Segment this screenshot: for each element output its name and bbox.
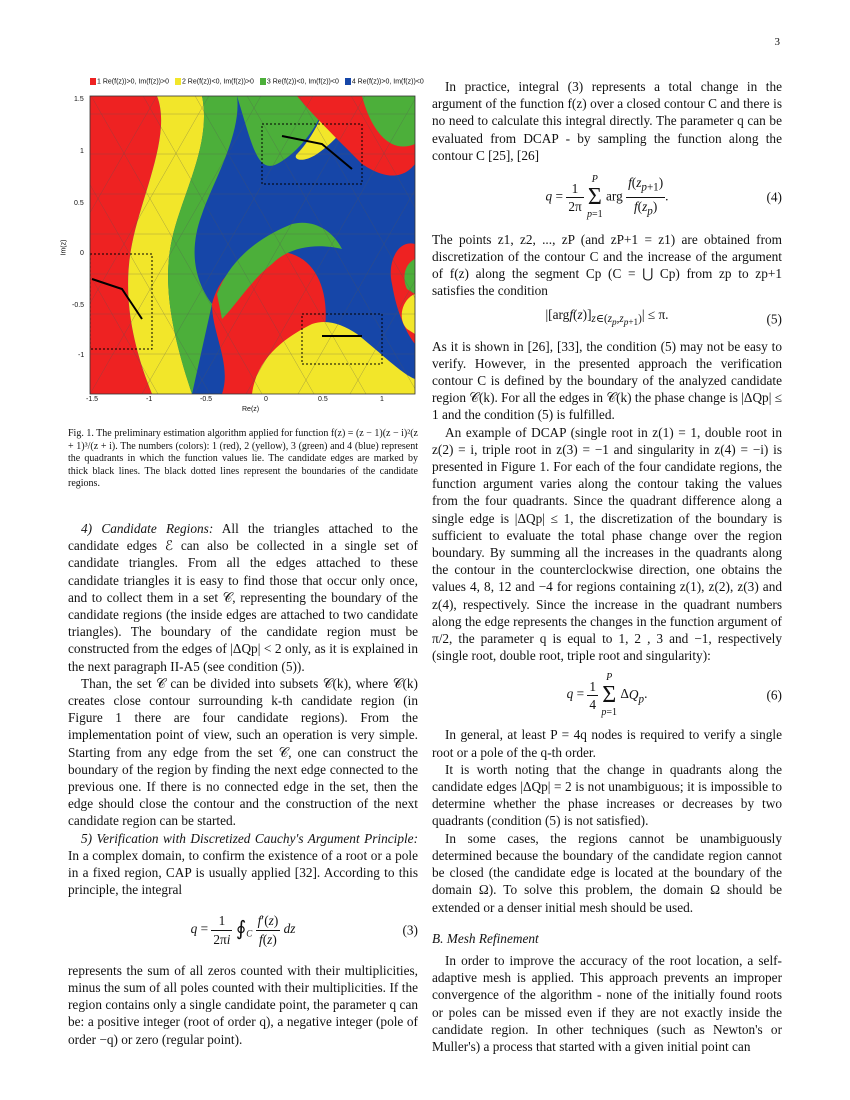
paragraph-subsets: Than, the set 𝒞 can be divided into subsets 𝒞(k), where 𝒞(k) creates close contour surrounding k-th candidate region (in Figure 1 there are four candidate regions). From the implementation point of view, such an operation is very simple. Starting from any edge from the set 𝒞, one can construct the boundary of the region by finding the next edge connected to the previous one. If there is no connected edge in the set, then the edge should close the contour and the construction of the next candidate region can be started. [68,675,418,829]
legend-label: Re(f(z))<0, Im(f(z))<0 [272,78,339,86]
section-heading-mesh-refinement: B. Mesh Refinement [432,930,539,946]
figure-1 [60,74,424,424]
paragraph-text: In a complex domain, to confirm the existence of a root or a pole in a fixed region, CAP is usually applied [32]. According to this principle, the integral [68,847,418,898]
x-tick: 1 [380,396,384,403]
paragraph-condition: As it is shown in [26], [33], the condition (5) may not be easy to verify. However, in the presented approach the verification contour C is defined by the boundary of the analyzed candidate region 𝒞(k). For all the edges in 𝒞(k) the phase change is |ΔQp| ≤ 1 and the condition (5) is fulfilled. [432,338,782,423]
page-number: 3 [774,36,780,48]
paragraph-integral-practice: In practice, integral (3) represents a total change in the argument of the function f(z) over a closed contour C and there is no need to calculate this integral directly. The parameter q can be evaluated from DCAP - by sampling the function along the contour C [25], [26] [432,79,782,163]
y-tick: -0.5 [72,302,85,309]
equation-4: q = $\frac{1}{2\pi}$ P Σ p=1 arg $\frac{f(z_{p+1})}{f(z_p)}$ . (4) [545,174,782,221]
equation-5: $|[argf(z)]_{z\in(z_p,z_{p+1})}| \le \pi$. (5) [545,306,782,328]
x-tick: 0.5 [318,396,328,403]
figure-caption-block [68,428,418,491]
equation-3: q = $\frac{1}{2\pi i}$ $∮_C$ $\frac{f'(z)}{f(z)}$ dz (3) [190,913,418,947]
paragraph-mesh-refinement: In order to improve the accuracy of the root location, a self-adaptive mesh is applied. This approach prevents an improper convergence of the algorithm - none of the initially found roots or poles can be missed even if they are not exactly inside the candidate region. In other techniques (such as Newton's or Muller's) a process that started with a given initial point can [432,952,782,1054]
legend-num: 2 [181,78,186,86]
y-axis-label: Im(z) [60,239,68,256]
y-tick: -1 [78,352,85,359]
equation-number: (6) [766,687,782,703]
figure-caption: Fig. 1. The preliminary estimation algorithm applied for function f(z) = (z − 1)(z − i)²(z + 1)³/(z + i). The numbers (colors): 1 (red), 2 (yellow), 3 (green) and 4 (blue) represent the quadrants in which the function values lie. The candidate edges are marked by thick black lines. The black dotted lines represent the boundaries of the candidate regions. [68,428,418,490]
y-tick: 0 [80,250,84,257]
equation-number: (3) [402,922,418,938]
y-tick: 1.5 [74,96,84,103]
x-tick: -1.5 [86,396,99,403]
subsection-heading: 5) Verification with Discretized Cauchy's Argument Principle: [81,830,418,846]
paragraph-nodes: In general, at least P = 4q nodes is required to verify a single root or a pole of the q-th order. [432,727,782,760]
legend-num: 1 [97,78,101,86]
paragraph-boundary-cases: In some cases, the regions cannot be unambiguously determined because the boundary of the candidate region cannot be closed (the candidate edge is located at the boundary of the domain Ω). To solve this problem, the domain Ω should be extended or a denser initial mesh should be used. [432,830,782,915]
x-tick: -1 [146,396,153,403]
legend-num: 4 [351,78,356,86]
legend-label: Re(f(z))>0, Im(f(z))>0 [102,78,169,86]
y-tick: 1 [80,148,84,155]
x-tick: 0 [264,396,268,403]
equation-number: (4) [766,189,782,205]
x-tick: -0.5 [200,396,213,403]
legend-num: 3 [266,78,271,86]
x-axis-label: Re(z) [242,406,260,413]
paragraph-dcap-example: An example of DCAP (single root in z(1) = 1, double root in z(2) = i, triple root in z(3) = −1 and singularity in z(4) = −i) is presented in Figure 1. For each of the four candidate regions, the function argument varies along the contour taking the values from the four quadrants. Since the quadrant difference along a single edge is |ΔQp| ≤ 1, the discretization of the boundary is sufficient to evaluate the total phase change over the region boundary. By summing all the increases in the quadrants along the contour in the counterclockwise direction, one obtains the values 4, 8, 12 and −4 for regions containing z(1), z(2), z(3) and z(4), respectively. Since the increase in the quadrant numbers along the edge represents the changes in the function argument of π/2, the parameter q is equal to 1, 2 , 3 and −1, respectively (single root, double root, triple root and singularity): [432,424,782,664]
y-tick: 0.5 [74,200,84,207]
right-column [432,78,782,1055]
left-column [68,520,418,1048]
paragraph-sum-zeros: represents the sum of all zeros counted with their multiplicities, minus the sum of all poles counted with their multiplicities. If the region contains only a single candidate point, the parameter q can be: a positive integer (root of order q), a negative integer (pole of order −q) or zero (regular point). [68,962,418,1047]
paragraph-text: All the triangles attached to the candidate edges ℰ can also be collected in a single set of candidate triangles. From all the edges attached to these candidate triangles it is easy to find those that occur only once, and to collect them in a set 𝒞, representing the boundary of the candidate regions (the inside edges are attached to two candidate triangles). The boundary of the candidate region must be constructed from the edges of |ΔQp| < 2 only, as it is explained in the next paragraph II-A5 (see condition (5)). [68,521,418,674]
paragraph-ambiguous: It is worth noting that the change in quadrants along the candidate edges |ΔQp| = 2 is not unambiguous; it is impossible to determine whether the phase increases or decreases by two quadrants (condition (5) is not satisfied). [432,761,782,829]
subsection-heading: 4) Candidate Regions: [81,521,214,536]
paragraph-candidate-regions [68,520,418,675]
paragraph-points: The points z1, z2, ..., zP (and zP+1 = z1) are obtained from discretization of the contour C and the increase of the argument of f(z) along the segment Cp (C = ⋃ Cp) from zp to zp+1 satisfies the condition [432,231,782,299]
quadrant-plot [62,74,420,424]
equation-6: q = $\frac{1}{4}$ P Σ p=1 $\Delta Q_p$. (6) [566,672,782,719]
paragraph-verification [68,830,418,899]
legend-label: Re(f(z))>0, Im(f(z))<0 [357,78,424,86]
legend-label: Re(f(z))<0, Im(f(z))>0 [187,78,254,86]
equation-number: (5) [766,310,782,326]
